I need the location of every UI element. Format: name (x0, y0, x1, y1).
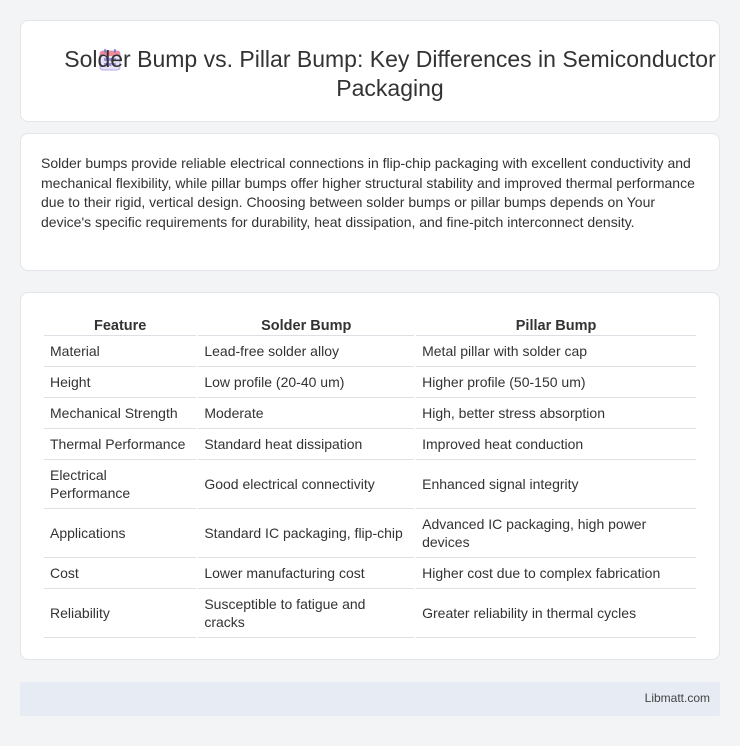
pillar-cell: Higher cost due to complex fabrication (416, 558, 696, 589)
table-row (44, 509, 696, 558)
title-card (20, 20, 720, 122)
solder-cell: Susceptible to fatigue and cracks (198, 589, 414, 638)
header-feature: Feature (44, 316, 196, 336)
pillar-cell: Improved heat conduction (416, 429, 696, 460)
feature-cell: Applications (44, 509, 196, 558)
solder-cell: Standard IC packaging, flip-chip (198, 509, 414, 558)
header-pillar-bump: Pillar Bump (416, 316, 696, 336)
table-row (44, 367, 696, 398)
page-title: Solder Bump vs. Pillar Bump: Key Differences in Semiconductor Packaging (64, 46, 716, 101)
table-row (44, 336, 696, 367)
pillar-cell: Enhanced signal integrity (416, 460, 696, 509)
feature-cell: Cost (44, 558, 196, 589)
summary-text: Solder bumps provide reliable electrical connections in flip-chip packaging with excellent conductivity and mechanical flexibility, while pillar bumps offer higher structural stability and improved thermal performance due to their rigid, vertical design. Choosing between solder bumps or pillar bumps depends on Your device's specific requirements for durability, heat dissipation, and fine-pitch interconnect density. (41, 155, 695, 230)
feature-cell: Thermal Performance (44, 429, 196, 460)
pillar-cell: Advanced IC packaging, high power devices (416, 509, 696, 558)
footer-brand[interactable]: Libmatt.com (644, 691, 710, 705)
pillar-cell: Greater reliability in thermal cycles (416, 589, 696, 638)
solder-cell: Lower manufacturing cost (198, 558, 414, 589)
table-row (44, 558, 696, 589)
solder-cell: Standard heat dissipation (198, 429, 414, 460)
table-row (44, 460, 696, 509)
pillar-cell: High, better stress absorption (416, 398, 696, 429)
pillar-cell: Metal pillar with solder cap (416, 336, 696, 367)
feature-cell: Mechanical Strength (44, 398, 196, 429)
table-row (44, 589, 696, 638)
comparison-table-card (20, 292, 720, 660)
solder-cell: Low profile (20-40 um) (198, 367, 414, 398)
solder-cell: Moderate (198, 398, 414, 429)
feature-cell: Height (44, 367, 196, 398)
footer (20, 682, 720, 716)
feature-cell: Reliability (44, 589, 196, 638)
summary-card (20, 133, 720, 271)
feature-cell: Material (44, 336, 196, 367)
solder-cell: Lead-free solder alloy (198, 336, 414, 367)
solder-cell: Good electrical connectivity (198, 460, 414, 509)
pillar-cell: Higher profile (50-150 um) (416, 367, 696, 398)
table-row (44, 429, 696, 460)
feature-cell: Electrical Performance (44, 460, 196, 509)
table-header-row (44, 316, 696, 336)
table-row (44, 398, 696, 429)
comparison-table (42, 316, 698, 638)
header-solder-bump: Solder Bump (198, 316, 414, 336)
